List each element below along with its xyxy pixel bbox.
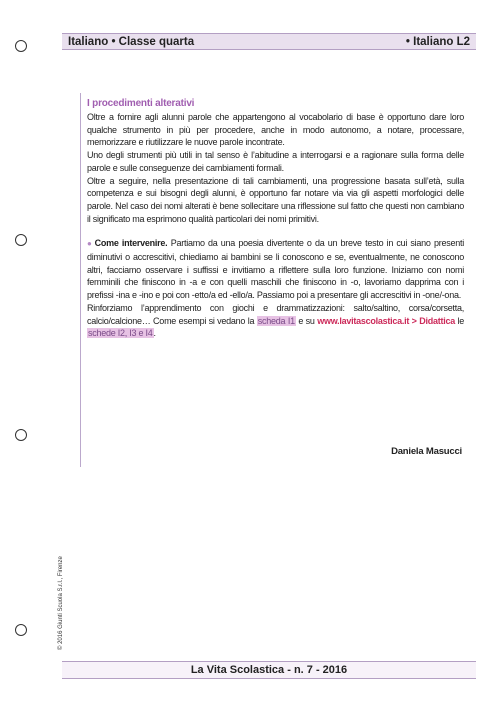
header-subject: Italiano • Classe quarta xyxy=(68,35,195,48)
worksheet-reference[interactable]: schede I2, I3 e I4 xyxy=(88,328,153,339)
spacer xyxy=(87,225,464,237)
page-footer: La Vita Scolastica - n. 7 - 2016 xyxy=(62,661,476,679)
paragraph-text: Rinforziamo l’apprendimento con giochi e drammatizzazioni: salto/saltino, corsa/corsetta, calcio/calcione… Come esempi si vedano la xyxy=(87,302,464,326)
paragraph-how-to xyxy=(87,237,464,302)
binder-hole xyxy=(15,40,27,52)
paragraph: Oltre a fornire agli alunni parole che appartengono al vocabolario di base è opportuno dare loro qualche strumento in più per procedere, anche in modo autonomo, a notare, processare, memorizzare e riutilizzare le nuove parole incontrate. xyxy=(87,112,464,148)
paragraph-text: le xyxy=(454,315,465,326)
header-tag: • Italiano L2 xyxy=(405,35,470,48)
paragraph-text: e su xyxy=(295,315,318,326)
binder-hole xyxy=(15,234,27,246)
paragraph-reinforce xyxy=(87,302,464,340)
section-title: I procedimenti alterativi xyxy=(87,98,195,109)
page-header xyxy=(62,33,476,50)
paragraph: Uno degli strumenti più utili in tal senso è l’abitudine a interrogarsi e a ragionare sulla forma delle parole e sulle conseguenze dei cambiamenti formali. xyxy=(87,150,464,173)
bullet-icon: ● xyxy=(87,239,93,249)
website-link[interactable]: www.lavitascolastica.it > Didattica xyxy=(317,315,455,326)
paragraph-text: . xyxy=(153,328,156,339)
paragraph: Oltre a seguire, nella presentazione di tali cambiamenti, una progressione basata sull’età, sulla competenza e sui bisogni degli alunni, è opportuno far notare via via gli aspetti morfologici delle parole. Nel caso dei nomi alterati è bene sollecitare una riflessione sul fatto che questi non cambiano il significato ma esprimono qualità particolari dei nomi primitivi. xyxy=(87,175,464,224)
binder-hole xyxy=(15,624,27,636)
paragraph-lead: Come intervenire. xyxy=(94,238,168,249)
worksheet-reference[interactable]: scheda I1 xyxy=(257,315,295,326)
binder-hole xyxy=(15,429,27,441)
paragraph-text: Partiamo da una poesia divertente o da un breve testo in cui siano presenti diminutivi o accrescitivi, chiediamo ai bambini se li conoscono e se, eventualmente, ne conoscono altri, facciamo osservare i suffissi e invitiamo a riflettere sulla loro funzione. Iniziamo con nomi femminili che finiscono in -a e con quelli maschili che finiscono in -o, lavoriamo dapprima con i prefissi -ina e -ino e poi con -etto/a ed -ello/a. Passiamo poi a presentare gli accrescitivi in -one/-ona. xyxy=(87,238,464,301)
author-signature: Daniela Masucci xyxy=(391,446,462,457)
article-body xyxy=(80,93,464,467)
copyright-notice: © 2016 Giunti Scuola S.r.l., Firenze xyxy=(58,556,64,650)
